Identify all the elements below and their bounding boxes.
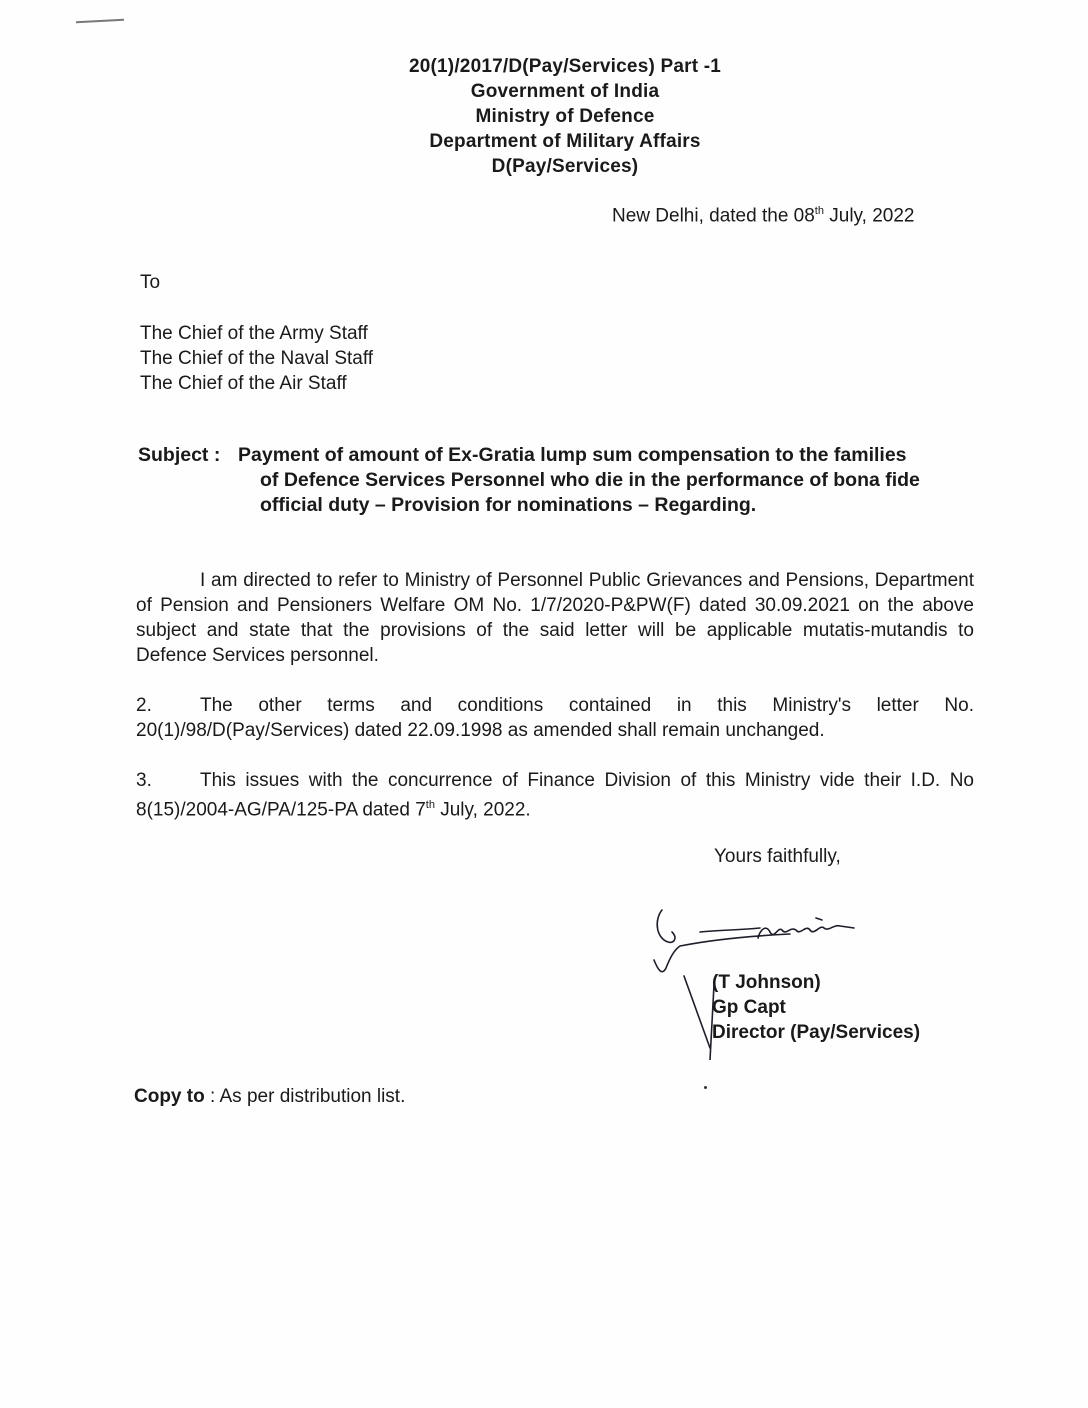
paragraph-3-text-a: This issues with the concurrence of Finance Division of this Ministry vide their I.D. No 8(15)/2004-AG/PA/125-PA dated 7	[136, 770, 974, 821]
addressee-army: The Chief of the Army Staff	[140, 323, 368, 344]
signatory-name: (T Johnson)	[712, 972, 821, 993]
paragraph-1: I am directed to refer to Ministry of Personnel Public Grievances and Pensions, Department of Pension and Pensioners Welfare OM No. 1/7/2020-P&PW(F) dated 30.09.2021 on the above subject and state that the provisions of the said letter will be applicable mutatis-mutandis to Defence Services personnel.	[136, 570, 974, 666]
addressee-air: The Chief of the Air Staff	[140, 373, 347, 394]
copy-to-line	[134, 1086, 405, 1108]
subject-text	[238, 443, 978, 518]
file-number: 20(1)/2017/D(Pay/Services) Part -1	[408, 56, 722, 77]
paragraph-3-number: 3.	[136, 770, 152, 791]
dateline-suffix: July, 2022	[823, 205, 915, 227]
subject-label: Subject :	[138, 444, 221, 466]
section-name: D(Pay/Services)	[491, 156, 639, 177]
signatory-rank: Gp Capt	[712, 997, 786, 1018]
signatory-block	[712, 970, 920, 1045]
paragraph-3	[136, 768, 974, 822]
dateline-day-suffix: th	[814, 205, 824, 217]
scan-dot	[704, 1086, 707, 1089]
dateline-prefix: New Delhi, dated the 08	[612, 205, 815, 227]
to-label: To	[140, 272, 161, 293]
addressee-navy: The Chief of the Naval Staff	[140, 348, 374, 369]
scan-mark	[76, 19, 124, 24]
paragraph-2	[136, 693, 974, 743]
paragraph-3-text-b: July, 2022.	[434, 799, 531, 821]
copy-to-label: Copy to	[134, 1086, 205, 1107]
ministry-name: Ministry of Defence	[475, 106, 655, 127]
closing-salutation: Yours faithfully,	[714, 846, 841, 867]
copy-to-text: : As per distribution list.	[204, 1086, 406, 1107]
addressee-list	[140, 321, 373, 396]
paragraph-2-number: 2.	[136, 695, 152, 716]
dateline	[612, 205, 914, 227]
subject-line-2: of Defence Services Personnel who die in the performance of bona fide	[260, 469, 920, 491]
government-name: Government of India	[470, 81, 660, 102]
department-name: Department of Military Affairs	[429, 131, 701, 152]
letter-header	[340, 54, 790, 179]
subject-line-1: Payment of amount of Ex-Gratia lump sum compensation to the families	[238, 444, 907, 466]
paragraph-2-text: The other terms and conditions contained in this Ministry's letter No. 20(1)/98/D(Pay/Services) dated 22.09.1998 as amended shall remain unchanged.	[136, 695, 974, 741]
paragraph-3-sup: th	[425, 799, 435, 811]
subject-line-3: official duty – Provision for nominations – Regarding.	[260, 494, 757, 516]
signatory-designation: Director (Pay/Services)	[712, 1022, 921, 1043]
